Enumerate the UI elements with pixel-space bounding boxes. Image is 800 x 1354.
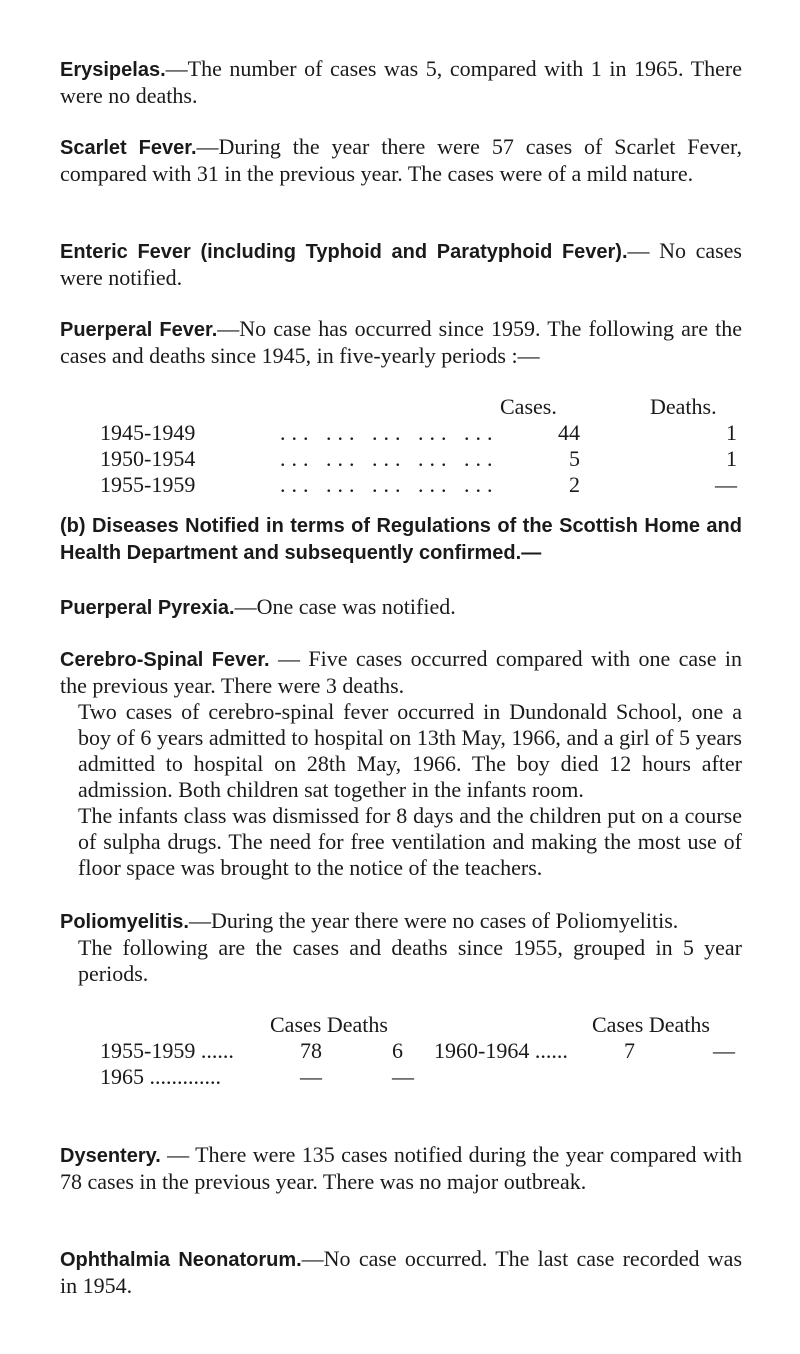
poliomyelitis-paragraph (60, 908, 742, 935)
scarlet-fever-paragraph (60, 134, 742, 187)
poliomyelitis-heading: Poliomyelitis. (60, 911, 189, 933)
cases-cell: 7 (624, 1038, 635, 1063)
ophthalmia-section (60, 1246, 742, 1299)
dysentery-section (60, 1142, 742, 1195)
puerperal-fever-paragraph (60, 316, 742, 369)
deaths-cell: — (713, 1038, 735, 1063)
enteric-fever-section (60, 238, 742, 291)
leader-dots: ... ... ... ... ... (280, 472, 499, 497)
table-row (60, 1038, 742, 1064)
table-row (60, 446, 742, 472)
period-cell: 1950-1954 (100, 446, 196, 471)
table-row (60, 472, 742, 498)
puerperal-fever-text: —No case has occurred since 1959. The following are the cases and deaths since 1945, in five-yearly periods :— (60, 316, 742, 368)
ophthalmia-heading: Ophthalmia Neonatorum. (60, 1249, 302, 1271)
ophthalmia-paragraph (60, 1246, 742, 1299)
poliomyelitis-text: —During the year there were no cases of Poliomyelitis. (188, 908, 679, 933)
puerperal-pyrexia-paragraph (60, 594, 742, 621)
period-cell: 1955-1959 ...... (100, 1038, 234, 1063)
column-header-right: Cases Deaths (592, 1012, 710, 1037)
cases-cell: 78 (300, 1038, 322, 1063)
deaths-cell: — (392, 1064, 414, 1089)
period-cell: 1945-1949 (100, 420, 196, 445)
column-header-left: Cases Deaths (270, 1012, 388, 1037)
scarlet-fever-text: —During the year there were 57 cases of Scarlet Fever, compared with 31 in the previous year. The cases were of a mild nature. (60, 134, 742, 186)
section-b-heading: (b) Diseases Notified in terms of Regulations of the Scottish Home and Health Department and subsequently confirmed.— (60, 515, 742, 564)
cerebro-spinal-paragraph-3: The infants class was dismissed for 8 days and the children put on a course of sulpha drugs. The need for free ventilation and making the most use of floor space was brought to the notice of the teachers. (78, 803, 742, 880)
deaths-cell: — (715, 472, 737, 497)
column-header-cases: Cases. (500, 394, 557, 419)
leader-dots: ... ... ... ... ... (280, 446, 499, 471)
poliomyelitis-table (60, 1012, 742, 1090)
period-cell: 1965 ............. (100, 1064, 221, 1089)
table-row (60, 1064, 742, 1090)
cerebro-spinal-paragraph (60, 646, 742, 699)
cerebro-spinal-section (60, 646, 742, 881)
deaths-cell: 1 (726, 420, 737, 445)
dysentery-text: — There were 135 cases notified during the year compared with 78 cases in the previous year. There was no major outbreak. (60, 1142, 742, 1194)
puerperal-pyrexia-heading: Puerperal Pyrexia. (60, 597, 235, 619)
poliomyelitis-section (60, 908, 742, 987)
cerebro-spinal-paragraph-2: Two cases of cerebro-spinal fever occurred in Dundonald School, one a boy of 6 years admitted to hospital on 13th May, 1966, and a girl of 5 years admitted to hospital on 28th May, 1966. The boy died 12 hours after admission. Both children sat together in the infants room. (78, 699, 742, 802)
erysipelas-paragraph (60, 56, 742, 109)
dysentery-heading: Dysentery. (60, 1145, 161, 1167)
puerperal-pyrexia-text: —One case was notified. (234, 594, 456, 619)
deaths-cell: 6 (392, 1038, 403, 1063)
cases-cell: 2 (569, 472, 580, 497)
puerperal-fever-heading: Puerperal Fever. (60, 319, 218, 341)
table-header-row (60, 1012, 742, 1038)
ophthalmia-text: —No case occurred. The last case recorded was in 1954. (60, 1246, 743, 1298)
puerperal-fever-section (60, 316, 742, 369)
cases-cell: 44 (558, 420, 580, 445)
cases-cell: — (300, 1064, 322, 1089)
erysipelas-section (60, 56, 742, 109)
section-b (60, 512, 742, 566)
period-cell: 1960-1964 ...... (434, 1038, 568, 1063)
erysipelas-text: —The number of cases was 5, compared with 1 in 1965. There were no deaths. (60, 56, 742, 108)
enteric-fever-text: — No cases were notified. (60, 238, 742, 290)
column-header-deaths: Deaths. (650, 394, 717, 419)
cases-cell: 5 (569, 446, 580, 471)
enteric-fever-heading: Enteric Fever (including Typhoid and Paratyphoid Fever). (60, 241, 628, 263)
cerebro-spinal-heading: Cerebro-Spinal Fever. (60, 649, 270, 671)
table-row (60, 420, 742, 446)
scarlet-fever-section (60, 134, 742, 187)
puerperal-fever-table (60, 394, 742, 498)
leader-dots: ... ... ... ... ... (280, 420, 499, 445)
table-header-row (60, 394, 742, 420)
period-cell: 1955-1959 (100, 472, 196, 497)
puerperal-pyrexia-section (60, 594, 742, 621)
cerebro-spinal-text: — Five cases occurred compared with one case in the previous year. There were 3 deaths. (60, 646, 742, 698)
dysentery-paragraph (60, 1142, 742, 1195)
deaths-cell: 1 (726, 446, 737, 471)
poliomyelitis-paragraph-2: The following are the cases and deaths since 1955, grouped in 5 year periods. (78, 935, 742, 986)
scarlet-fever-heading: Scarlet Fever. (60, 137, 197, 159)
erysipelas-heading: Erysipelas. (60, 59, 166, 81)
enteric-fever-paragraph (60, 238, 742, 291)
